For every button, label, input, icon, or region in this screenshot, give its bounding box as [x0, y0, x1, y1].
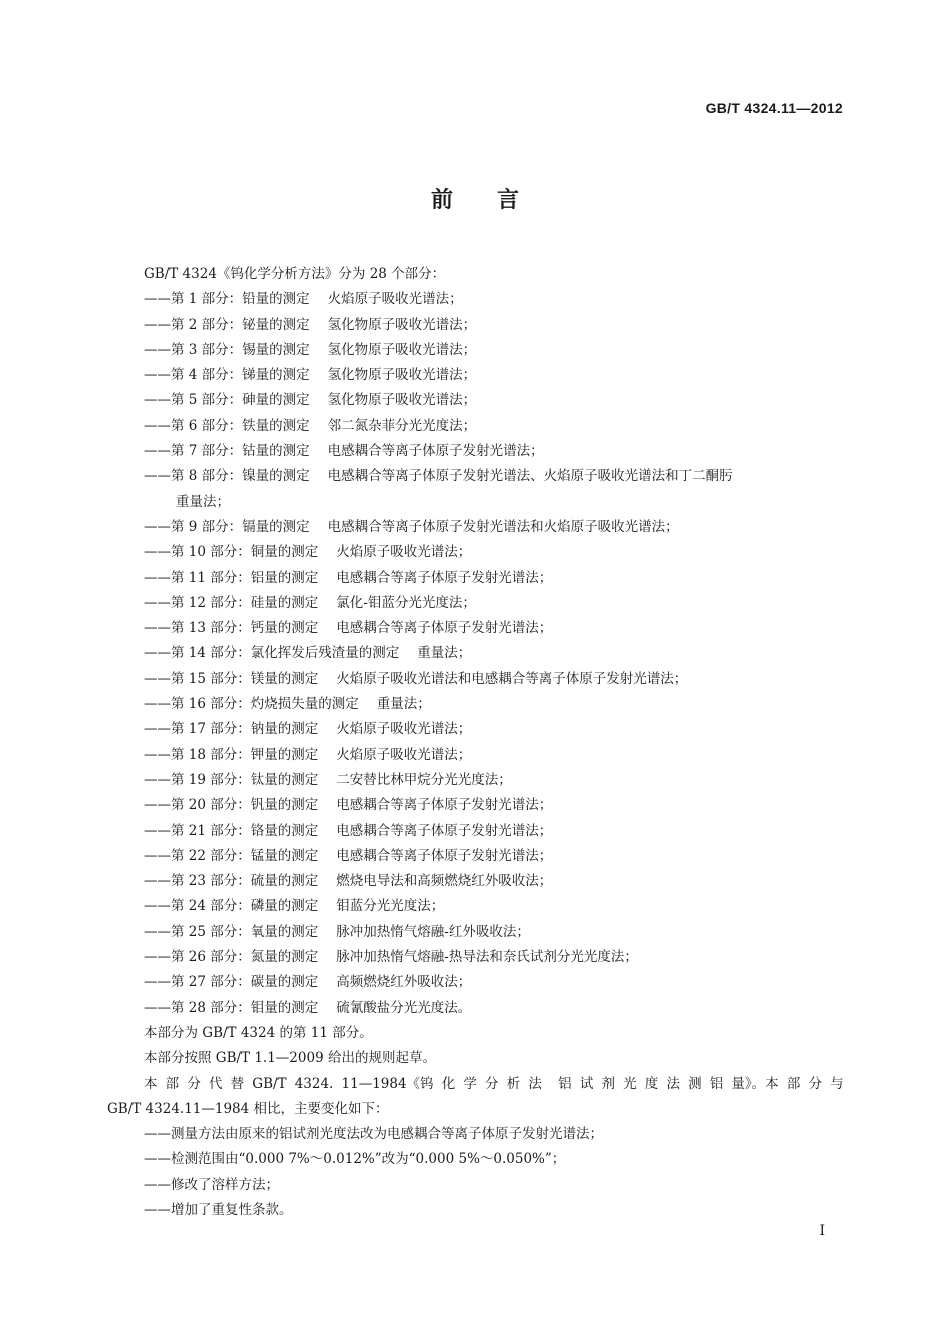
replacement-word: 11—1984《钨	[341, 1075, 434, 1092]
part-label: ——第 15 部分：镁量的测定	[144, 670, 319, 687]
part-item	[107, 414, 844, 439]
replacement-word: 法	[528, 1075, 542, 1092]
part-method: 火焰原子吸收光谱法；	[336, 746, 472, 763]
part-item	[107, 844, 844, 869]
replacement-word: 法	[666, 1075, 680, 1092]
part-method: 电感耦合等离子体原子发射光谱法、火焰原子吸收光谱法和丁二酮肟	[327, 468, 733, 485]
replacement-word: 铝	[558, 1075, 572, 1092]
statement-part: 本部分为 GB/T 4324 的第 11 部分。	[144, 1024, 373, 1041]
part-label: ——第 14 部分：氯化挥发后残渣量的测定	[144, 645, 400, 662]
part-item	[107, 338, 844, 363]
part-label: ——第 9 部分：镉量的测定	[144, 518, 310, 535]
part-method: 电感耦合等离子体原子发射光谱法；	[336, 569, 553, 586]
part-method: 钼蓝分光光度法；	[336, 898, 445, 915]
replacement-word: 4324.	[294, 1075, 334, 1092]
part-method: 氢化物原子吸收光谱法；	[327, 341, 477, 358]
part-method: 硫氰酸盐分光光度法。	[336, 999, 472, 1016]
part-item	[107, 692, 844, 717]
part-method: 高频燃烧红外吸收法；	[336, 974, 472, 991]
replacement-word: 本	[144, 1075, 158, 1092]
part-method: 火焰原子吸收光谱法；	[336, 544, 472, 561]
replacement-word: 试	[579, 1075, 594, 1092]
part-method: 脉冲加热惰气熔融-热导法和奈氏试剂分光光度法；	[336, 949, 638, 966]
replacement-word: 光	[623, 1075, 637, 1092]
part-method: 氢化物原子吸收光谱法；	[327, 316, 477, 333]
part-item	[107, 793, 844, 818]
part-method-continued: 重量法；	[176, 493, 230, 510]
replacement-statement	[107, 1072, 844, 1097]
part-item	[107, 540, 844, 565]
part-label: ——第 24 部分：磷量的测定	[144, 898, 319, 915]
replacement-word: 与	[830, 1075, 844, 1092]
part-method: 电感耦合等离子体原子发射光谱法；	[336, 797, 553, 814]
part-item	[107, 920, 844, 945]
replacement-word: 量》。本	[731, 1075, 779, 1092]
part-method: 火焰原子吸收光谱法；	[327, 291, 463, 308]
part-label: ——第 8 部分：镍量的测定	[144, 468, 310, 485]
replacement-word: 化	[441, 1075, 456, 1092]
part-method: 氯化-钼蓝分光光度法；	[336, 594, 476, 611]
part-item	[107, 667, 844, 692]
part-item	[107, 641, 844, 666]
change-item: ——测量方法由原来的铝试剂光度法改为电感耦合等离子体原子发射光谱法；	[144, 1126, 603, 1143]
part-label: ——第 26 部分：氮量的测定	[144, 949, 319, 966]
part-method: 电感耦合等离子体原子发射光谱法；	[327, 443, 544, 460]
part-method: 氢化物原子吸收光谱法；	[327, 367, 477, 384]
change-item: ——检测范围由“0.000 7%～0.012%”改为“0.000 5%～0.050%”；	[144, 1151, 566, 1168]
part-label: ——第 22 部分：锰量的测定	[144, 847, 319, 864]
part-method: 脉冲加热惰气熔融-红外吸收法；	[336, 923, 530, 940]
part-label: ——第 27 部分：碳量的测定	[144, 974, 319, 991]
part-method: 二安替比林甲烷分光光度法；	[336, 771, 512, 788]
part-item	[107, 717, 844, 742]
part-label: ——第 25 部分：氧量的测定	[144, 923, 319, 940]
replacement-word: 分	[808, 1075, 822, 1092]
statement-rules: 本部分按照 GB/T 1.1—2009 给出的规则起草。	[144, 1050, 436, 1067]
part-item	[107, 970, 844, 995]
replacement-word: 剂	[601, 1075, 615, 1092]
part-item	[107, 768, 844, 793]
part-item	[107, 439, 844, 464]
part-label: ——第 1 部分：铅量的测定	[144, 291, 310, 308]
part-label: ——第 13 部分：钙量的测定	[144, 620, 319, 637]
part-label: ——第 18 部分：钾量的测定	[144, 746, 319, 763]
part-label: ——第 11 部分：铝量的测定	[144, 569, 319, 586]
part-method: 电感耦合等离子体原子发射光谱法和火焰原子吸收光谱法；	[327, 518, 679, 535]
replacement-word: 测	[688, 1075, 702, 1092]
change-item: ——增加了重复性条款。	[144, 1201, 293, 1218]
part-label: ——第 5 部分：砷量的测定	[144, 392, 310, 409]
part-item	[107, 313, 844, 338]
standard-code: GB/T 4324.11—2012	[705, 100, 843, 116]
intro-paragraph: GB/T 4324《钨化学分析方法》分为 28 个部分：	[144, 266, 446, 282]
replacement-word: 分	[187, 1075, 201, 1092]
part-label: ——第 10 部分：铜量的测定	[144, 544, 319, 561]
part-label: ——第 6 部分：铁量的测定	[144, 417, 310, 434]
part-item	[107, 894, 844, 919]
part-item	[107, 515, 844, 540]
part-item	[107, 591, 844, 616]
part-label: ——第 16 部分：灼烧损失量的测定	[144, 696, 359, 713]
replacement-word: GB/T	[252, 1075, 287, 1092]
part-method: 火焰原子吸收光谱法和电感耦合等离子体原子发射光谱法；	[336, 670, 688, 687]
part-item	[107, 996, 844, 1021]
part-method: 重量法；	[376, 696, 431, 713]
part-method: 重量法；	[417, 645, 472, 662]
part-label: ——第 12 部分：硅量的测定	[144, 594, 319, 611]
foreword-body	[107, 262, 844, 1223]
part-method: 电感耦合等离子体原子发射光谱法；	[336, 847, 553, 864]
change-item: ——修改了溶样方法；	[144, 1176, 279, 1193]
part-label: ——第 2 部分：铋量的测定	[144, 316, 310, 333]
part-item	[107, 819, 844, 844]
replacement-statement-continued: GB/T 4324.11—1984 相比，主要变化如下：	[107, 1100, 389, 1117]
part-label: ——第 20 部分：钒量的测定	[144, 797, 319, 814]
part-item	[107, 616, 844, 641]
part-method: 电感耦合等离子体原子发射光谱法；	[336, 822, 553, 839]
part-item	[107, 566, 844, 591]
part-item	[107, 945, 844, 970]
replacement-word: 铝	[709, 1075, 724, 1092]
part-label: ——第 21 部分：铬量的测定	[144, 822, 319, 839]
part-label: ——第 7 部分：钴量的测定	[144, 443, 310, 460]
page-title: 前言	[430, 188, 563, 213]
parts-list	[107, 287, 844, 1021]
part-label: ——第 19 部分：钛量的测定	[144, 771, 319, 788]
part-label: ——第 4 部分：锑量的测定	[144, 367, 310, 384]
part-method: 邻二氮杂菲分光光度法；	[327, 417, 477, 434]
replacement-word: 部	[165, 1075, 180, 1092]
replacement-word: 学	[463, 1075, 477, 1092]
part-method: 电感耦合等离子体原子发射光谱法；	[336, 620, 553, 637]
part-label: ——第 23 部分：硫量的测定	[144, 873, 319, 890]
replacement-word: 分	[485, 1075, 499, 1092]
part-item	[107, 363, 844, 388]
replacement-word: 度	[644, 1075, 659, 1092]
part-item	[107, 388, 844, 413]
part-item	[107, 464, 844, 489]
replacement-word: 替	[230, 1075, 245, 1092]
page-number: I	[819, 1223, 825, 1239]
part-label: ——第 28 部分：钼量的测定	[144, 999, 319, 1016]
part-item	[107, 287, 844, 312]
part-label: ——第 17 部分：钠量的测定	[144, 721, 319, 738]
replacement-word: 代	[208, 1075, 223, 1092]
part-item	[107, 743, 844, 768]
part-method: 火焰原子吸收光谱法；	[336, 721, 472, 738]
part-item	[107, 869, 844, 894]
part-method: 燃烧电导法和高频燃烧红外吸收法；	[336, 873, 553, 890]
part-label: ——第 3 部分：锡量的测定	[144, 341, 310, 358]
replacement-word: 析	[506, 1075, 521, 1092]
replacement-word: 部	[786, 1075, 801, 1092]
part-method: 氢化物原子吸收光谱法；	[327, 392, 477, 409]
